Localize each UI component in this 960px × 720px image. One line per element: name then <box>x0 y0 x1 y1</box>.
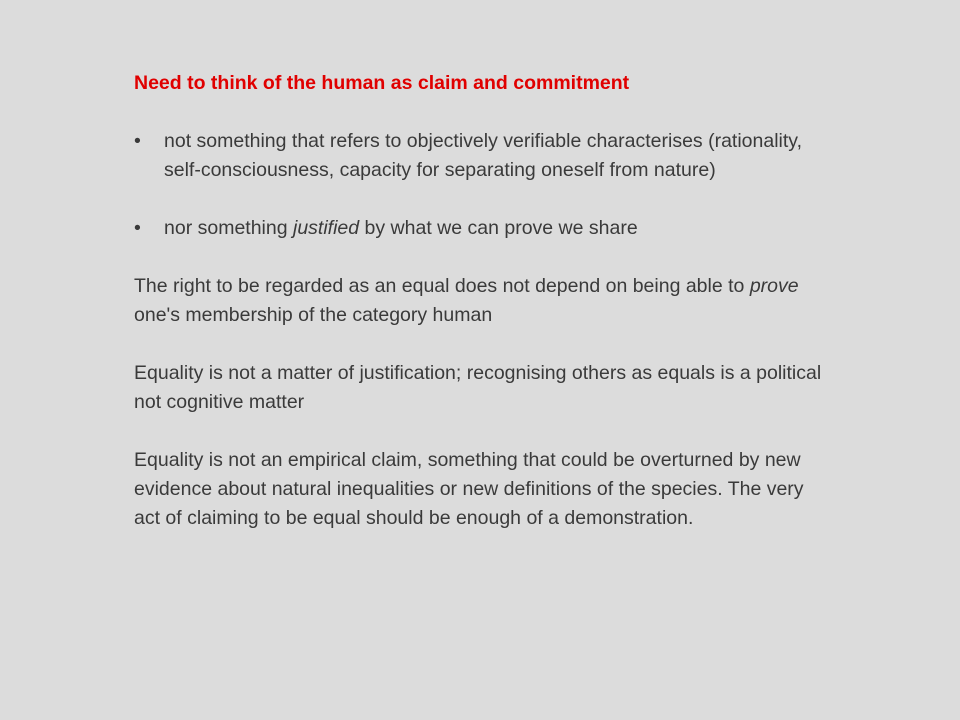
slide-content <box>134 69 834 533</box>
bullet-2-emphasis: justified <box>293 217 360 239</box>
paragraph-1-emphasis: prove <box>749 275 799 297</box>
bullet-item-2 <box>134 214 834 243</box>
spacer <box>134 98 834 127</box>
bullet-dot-icon: • <box>134 130 141 152</box>
paragraph-1 <box>134 272 834 330</box>
bullet-2-text-after: by what we can prove we share <box>359 217 638 239</box>
spacer <box>134 417 834 446</box>
slide-heading: Need to think of the human as claim and commitment <box>134 72 630 94</box>
paragraph-2: Equality is not a matter of justification; recognising others as equals is a political not cognitive matter <box>134 362 822 413</box>
spacer <box>134 330 834 359</box>
bullet-2-text-before: nor something <box>164 217 293 239</box>
bullet-item-1 <box>134 127 834 185</box>
paragraph-1-before: The right to be regarded as an equal does not depend on being able to <box>134 275 750 297</box>
spacer <box>134 243 834 272</box>
bullet-dot-icon: • <box>134 217 141 239</box>
paragraph-1-after: one's membership of the category human <box>134 304 493 326</box>
spacer <box>134 185 834 214</box>
paragraph-3: Equality is not an empirical claim, something that could be overturned by new evidence about natural inequalities or new definitions of the species. The very act of claiming to be equal should be enough of a demonstration. <box>134 449 804 529</box>
bullet-1-text: not something that refers to objectively verifiable characterises (rationality, self-consciousness, capacity for separating oneself from nature) <box>164 130 803 181</box>
